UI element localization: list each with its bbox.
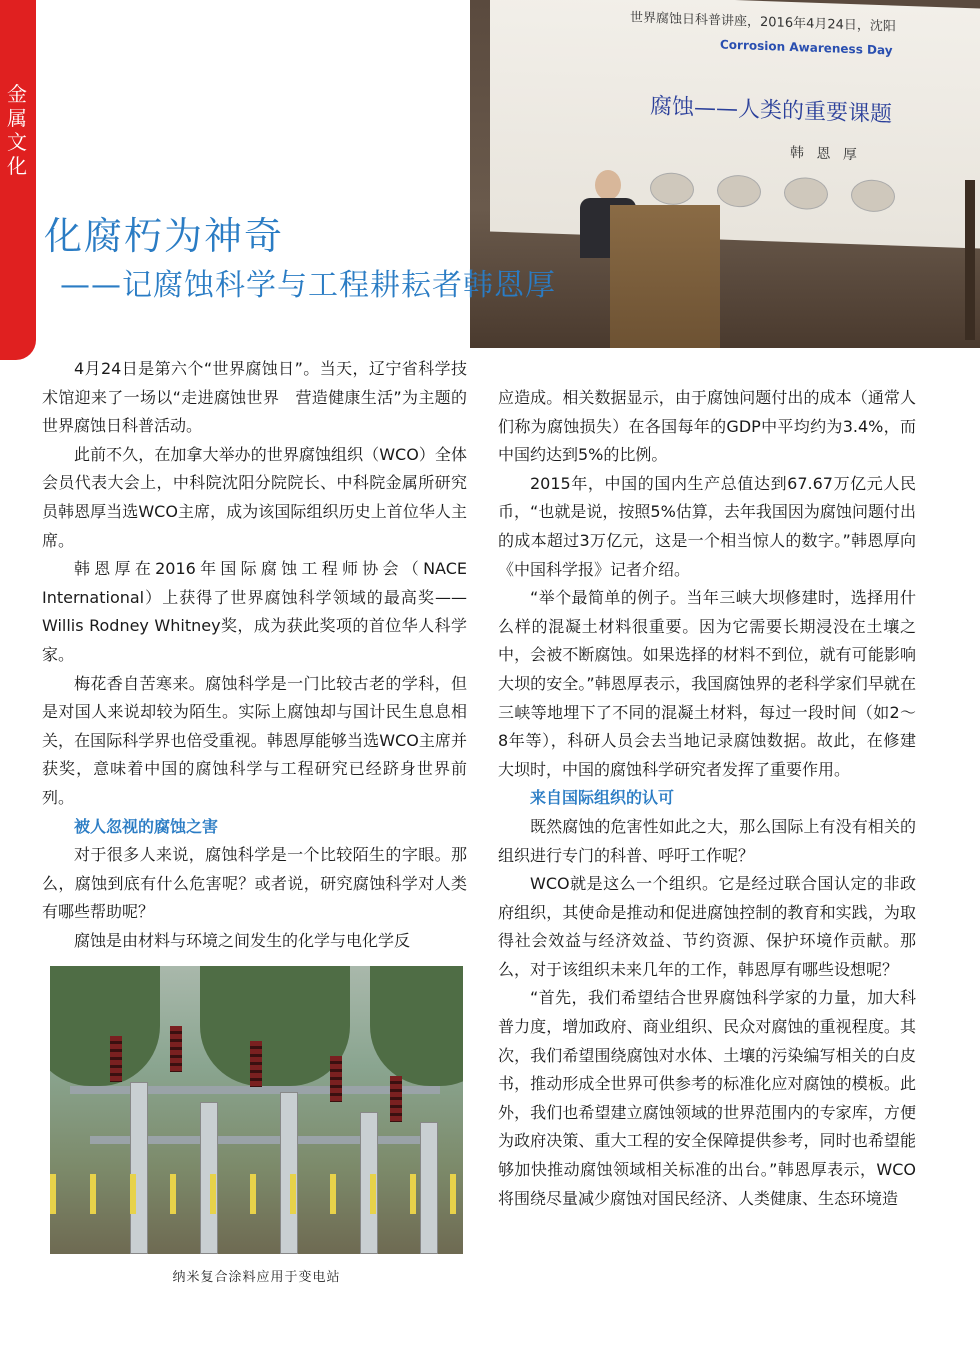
photo-caption: 纳米复合涂料应用于变电站 (172, 1270, 341, 1285)
left-column (42, 355, 467, 955)
section-tab-label: 金属文化 (7, 82, 27, 178)
screen-name: 韩 恩 厚 (790, 144, 861, 164)
yellow-fence (50, 1174, 463, 1214)
section-heading: 被人忽视的腐蚀之害 (74, 816, 219, 836)
section-tab (0, 0, 36, 360)
tree (50, 966, 160, 1086)
screen-title: 腐蚀——人类的重要课题 (650, 94, 893, 128)
paragraph: 此前不久，在加拿大举办的世界腐蚀组织（WCO）全体会员代表大会上，中科院沈阳分院院长、中科院金属所研究员韩恩厚当选WCO主席，成为该国际组织历史上首位华人主席。 (42, 444, 467, 550)
logo-icon (784, 177, 828, 211)
projection-screen (490, 0, 980, 249)
paragraph: 应造成。相关数据显示，由于腐蚀问题付出的成本（通常人们称为腐蚀损失）在各国每年的GDP中平均约为3.4%，而中国约达到5%的比例。 (498, 388, 916, 465)
paragraph: 梅花香自苦寒来。腐蚀科学是一门比较古老的学科，但是对国人来说却较为陌生。实际上腐蚀却与国计民生息息相关，在国际科学界也倍受重视。韩恩厚能够当选WCO主席并获奖，意味着中国的腐蚀科学与工程研究已经跻身世界前列。 (42, 673, 467, 807)
insulator (330, 1056, 342, 1102)
paragraph: 2015年，中国的国内生产总值达到67.67万亿元人民币，“也就是说，按照5%估算，去年我国因为腐蚀问题付出的成本超过3万亿元，这是一个相当惊人的数字。”韩恩厚向《中国科学报》记者介绍。 (498, 473, 916, 579)
paragraph: 对于很多人来说，腐蚀科学是一个比较陌生的字眼。那么，腐蚀到底有什么危害呢？或者说，研究腐蚀科学对人类有哪些帮助呢？ (42, 845, 467, 922)
tree (370, 966, 463, 1086)
insulator (390, 1076, 402, 1122)
speaker-head (595, 170, 621, 200)
logo-icon (851, 179, 895, 213)
paragraph: 既然腐蚀的危害性如此之大，那么国际上有没有相关的组织进行专门的科普、呼吁工作呢？ (498, 816, 916, 865)
paragraph: “举个最简单的例子。当年三峡大坝修建时，选择用什么样的混凝土材料很重要。因为它需要长期浸没在土壤之中，会被不断腐蚀。如果选择的材料不到位，就有可能影响大坝的安全。”韩恩厚表示，我国腐蚀界的老科学家们早就在三峡等地埋下了不同的混凝土材料，每过一段时间（如2～8年等），科研人员会去当地记录腐蚀数据。故此，在修建大坝时，中国的腐蚀科学研究者发挥了重要作用。 (498, 588, 916, 779)
podium (610, 205, 720, 348)
section-heading: 来自国际组织的认可 (530, 788, 675, 808)
logo-icon (717, 174, 761, 208)
paragraph: “首先，我们希望结合世界腐蚀科学家的力量，加大科普力度，增加政府、商业组织、民众对腐蚀的重视程度。其次，我们希望围绕腐蚀对水体、土壤的污染编写相关的白皮书，推动形成全世界可供参考的标准化应对腐蚀的模板。此外，我们也希望建立腐蚀领域的世界范围内的专家库，方便为政府决策、重大工程的安全保障提供参考，同时也希望能够加快推动腐蚀领域相关标准的出台。”韩恩厚表示，WCO将围绕尽量减少腐蚀对国民经济、人类健康、生态环境造 (498, 988, 916, 1208)
support-pole (130, 1082, 148, 1254)
article-title: 化腐朽为神奇 (44, 214, 285, 258)
right-column (498, 384, 916, 1213)
tree (200, 966, 350, 1086)
substation-photo (50, 966, 463, 1254)
screen-line2: Corrosion Awareness Day (720, 37, 893, 58)
insulator (110, 1036, 122, 1082)
insulator (170, 1026, 182, 1072)
logo-icon (650, 172, 694, 206)
support-pole (280, 1092, 298, 1254)
paragraph: 韩恩厚在2016年国际腐蚀工程师协会（NACE International）上获得了世界腐蚀科学领域的最高奖——Willis Rodney Whitney奖，成为获此奖项的首位华人科学家。 (42, 559, 467, 664)
insulator (250, 1041, 262, 1087)
paragraph: 4月24日是第六个“世界腐蚀日”。当天，辽宁省科学技术馆迎来了一场以“走进腐蚀世界 营造健康生活”为主题的世界腐蚀日科普活动。 (42, 359, 467, 436)
paragraph: WCO就是这么一个组织。它是经过联合国认定的非政府组织，其使命是推动和促进腐蚀控制的教育和实践，为取得社会效益与经济效益、节约资源、保护环境作贡献。那么，对于该组织未来几年的工作，韩恩厚有哪些设想呢？ (498, 874, 916, 979)
screen-line1: 世界腐蚀日科普讲座，2016年4月24日，沈阳 (630, 10, 896, 35)
lamp-stand (965, 180, 975, 340)
paragraph: 腐蚀是由材料与环境之间发生的化学与电化学反 (74, 930, 411, 950)
article-subtitle: ——记腐蚀科学与工程耕耘者韩恩厚 (60, 268, 556, 303)
steel-beam (70, 1086, 440, 1094)
